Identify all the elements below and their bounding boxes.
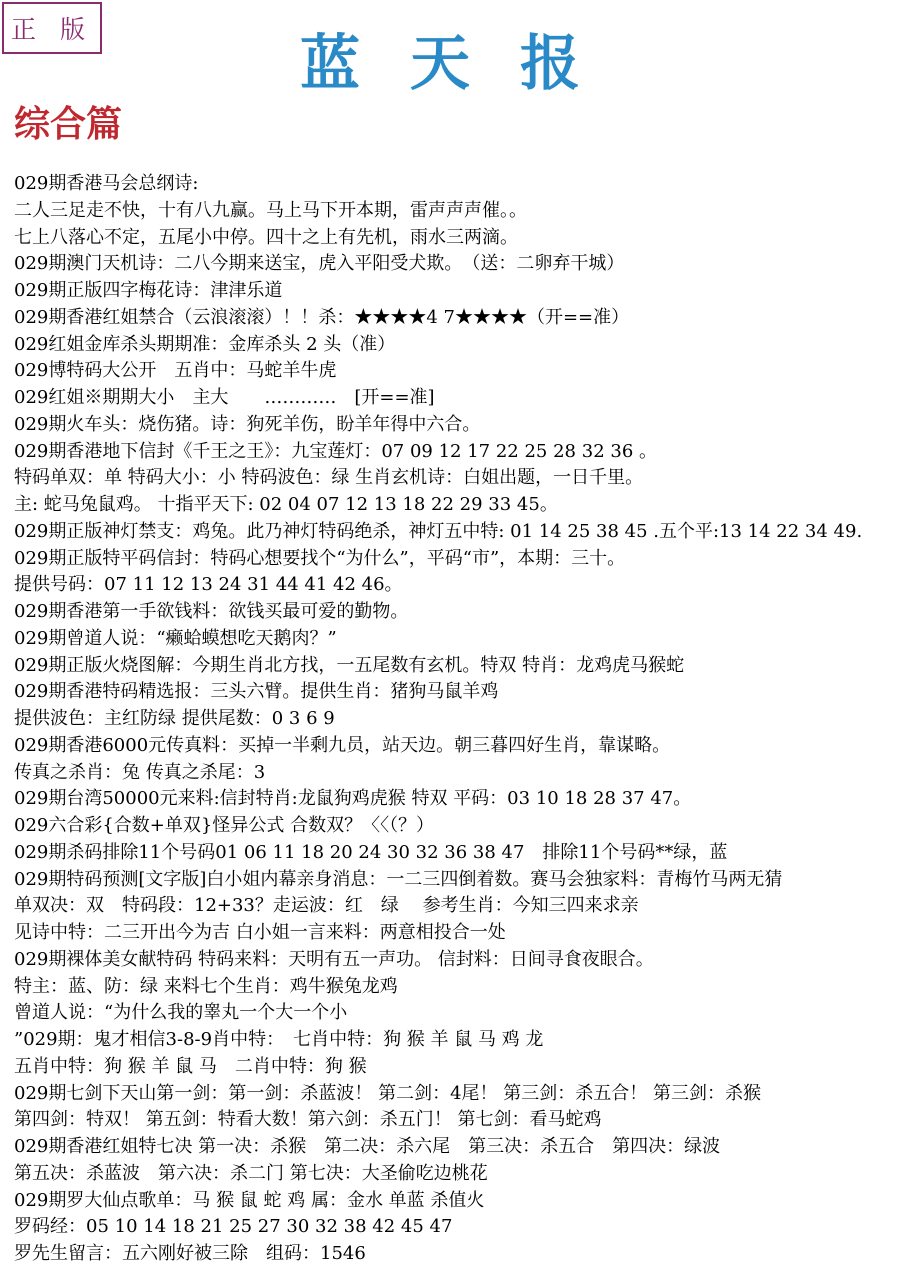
page-title: 蓝天报	[300, 29, 630, 99]
text-line: 029期杀码排除11个号码01 06 11 18 20 24 30 32 36 38 47 排除11个号码**绿，蓝	[14, 841, 728, 863]
text-line: 029期香港6000元传真料：买掉一半剩九员，站天边。朝三暮四好生肖，靠谋略。	[14, 734, 671, 756]
text-line: 见诗中特：二三开出今为吉 白小姐一言来料：两意相投合一处	[14, 922, 506, 943]
text-line: 029期香港特码精选报：三头六臂。提供生肖：猪狗马鼠羊鸡	[14, 681, 499, 703]
text-line: ”029期：鬼才相信3-8-9肖中特： 七肖中特：狗 猴 羊 鼠 马 鸡 龙	[14, 1029, 544, 1050]
text-line: 主: 蛇马兔鼠鸡。 十指平天下: 02 04 07 12 13 18 22 29 33 45。	[14, 494, 558, 515]
text-line: 029期罗大仙点歌单：马 猴 鼠 蛇 鸡 属：金水 单蓝 杀值火	[14, 1189, 485, 1211]
text-line: 029期正版特平码信封：特码心想要找个“为什么”，平码“市”，本期：三十。	[14, 547, 626, 569]
edition-badge: 正 版	[2, 2, 102, 54]
text-line: 第五决：杀蓝波 第六决：杀二门 第七决：大圣偷吃边桃花	[14, 1162, 488, 1184]
text-line: 二人三足走不快，十有八九赢。马上马下开本期，雷声声声催。。	[14, 199, 527, 221]
text-line: 029期正版火烧图解：今期生肖北方找，一五尾数有玄机。特双 特肖：龙鸡虎马猴蛇	[14, 654, 685, 676]
text-line: 029红姐金库杀头期期准：金库杀头 2 头（准）	[14, 333, 396, 355]
text-line: 特主：蓝、防：绿 来料七个生肖：鸡牛猴兔龙鸡	[14, 975, 398, 997]
text-line: 029期曾道人说：“癞蛤蟆想吃天鹅肉？”	[14, 627, 337, 649]
text-line: 029期裸体美女献特码 特码来料：天明有五一声功。 信封料：日间寻食夜眼合。	[14, 948, 654, 970]
text-line: 029期七剑下天山第一剑：第一剑：杀蓝波！ 第二剑：4尾！ 第三剑：杀五合！ 第三剑：杀猴	[14, 1082, 761, 1104]
text-line: 罗码经：05 10 14 18 21 25 27 30 32 38 42 45 47	[14, 1216, 453, 1238]
text-line: 七上八落心不定，五尾小中停。四十之上有先机，雨水三两滴。	[14, 226, 518, 248]
text-line: 029六合彩{合数+单双}怪异公式 合数双？〈〈（？）	[14, 815, 435, 836]
text-line: 第四剑：特双！ 第五剑：特看大数！第六剑：杀五门！ 第七剑：看马蛇鸡	[14, 1109, 602, 1131]
text-line: 曾道人说：“为什么我的睾丸一个大一个小	[14, 1002, 348, 1024]
text-line: 029期香港第一手欲钱料：欲钱买最可爱的勤物。	[14, 601, 409, 622]
text-line: 特码单双：单 特码大小：小 特码波色：绿 生肖玄机诗：白姐出题，一日千里。	[14, 467, 644, 489]
text-line: 029期澳门天机诗：二八今期来送宝，虎入平阳受犬欺。 （送：二卵弃干城）	[14, 253, 625, 275]
text-line: 029期香港地下信封《千王之王》：九宝莲灯：07 09 12 17 22 25 28 32 36 。	[14, 440, 657, 462]
text-line: 029期台湾50000元来料:信封特肖:龙鼠狗鸡虎猴 特双 平码：03 10 18 28 37 47。	[14, 788, 692, 810]
text-line: 029期香港红姐特七决 第一决：杀猴 第二决：杀六尾 第三决：杀五合 第四决：绿波	[14, 1136, 721, 1157]
text-line: 传真之杀肖：兔 传真之杀尾：3	[14, 761, 266, 783]
section-heading: 综合篇	[14, 103, 123, 145]
text-line: 提供号码：07 11 12 13 24 31 44 41 42 46。	[14, 574, 403, 596]
text-line: 五肖中特：狗 猴 羊 鼠 马 二肖中特：狗 猴	[14, 1055, 367, 1077]
text-line: 029红姐※期期大小 主大 ………… [开==准]	[14, 387, 435, 408]
text-line: 罗先生留言：五六刚好被三除 组码：1546	[14, 1243, 366, 1264]
text-line: 单双决：双 特码段：12+33？走运波：红 绿 参考生肖：今知三四来求亲	[14, 895, 639, 917]
text-line: 029博特码大公开 五肖中：马蛇羊牛虎	[14, 360, 337, 382]
text-line: 029期特码预测[文字版]白小姐内幕亲身消息：一二三四倒着数。赛马会独家料：青梅竹马两无猜	[14, 868, 783, 890]
content-lines	[14, 171, 900, 1268]
text-line: 029期香港马会总纲诗:	[14, 173, 199, 194]
text-line: 029期正版四字梅花诗：津津乐道	[14, 280, 283, 301]
text-line: 029期火车头：烧伤猪。诗：狗死羊伤，盼羊年得中六合。	[14, 413, 481, 435]
text-line: 029期香港红姐禁合（云浪滚滚）！！杀：★★★★4 7★★★★（开==准）	[14, 306, 630, 328]
text-line: 提供波色：主红防绿 提供尾数：0 3 6 9	[14, 708, 335, 729]
text-line: 029期正版神灯禁支：鸡兔。此乃神灯特码绝杀，神灯五中特: 01 14 25 38 45 .五个平:13 14 22 34 49.	[14, 520, 863, 542]
